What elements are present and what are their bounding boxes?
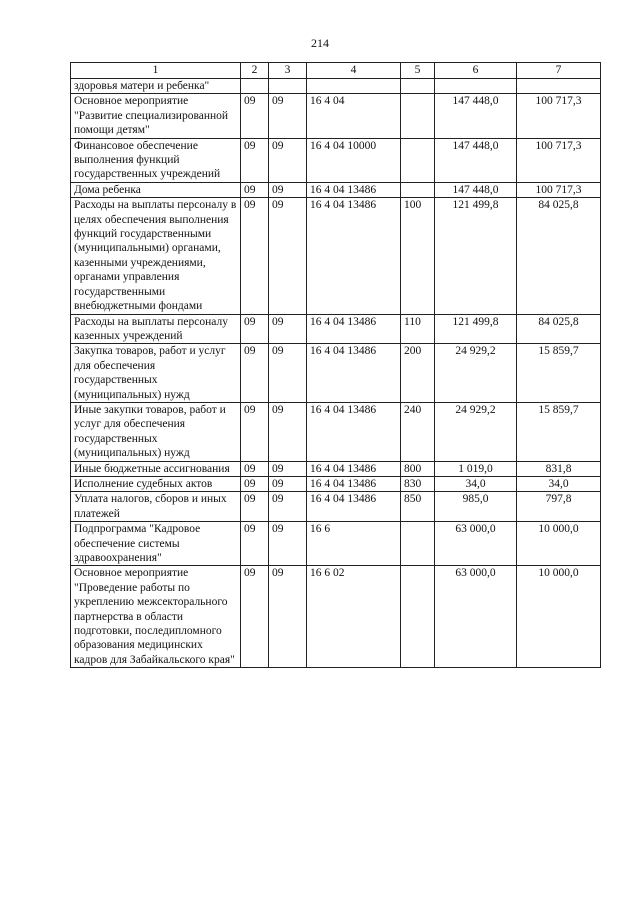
row-section-cell: 09 <box>241 492 269 522</box>
row-expense-type-cell: 100 <box>401 198 435 314</box>
row-subsection-cell: 09 <box>269 314 307 344</box>
row-target-cell: 16 4 04 <box>307 94 401 138</box>
row-subsection-cell <box>269 79 307 94</box>
row-subsection-cell: 09 <box>269 402 307 461</box>
row-section-cell: 09 <box>241 314 269 344</box>
row-expense-type-cell <box>401 79 435 94</box>
row-expense-type-cell <box>401 566 435 668</box>
table-row <box>71 198 601 314</box>
row-section-cell: 09 <box>241 182 269 197</box>
row-subsection-cell: 09 <box>269 182 307 197</box>
row-value-1-cell: 1 019,0 <box>435 461 517 476</box>
row-value-1-cell: 985,0 <box>435 492 517 522</box>
row-value-1-cell: 121 499,8 <box>435 314 517 344</box>
row-subsection-cell: 09 <box>269 566 307 668</box>
row-value-2-cell: 797,8 <box>517 492 601 522</box>
table-row <box>71 94 601 138</box>
row-name-cell: Финансовое обеспечение выполнения функций государственных учреждений <box>71 138 241 182</box>
row-target-cell: 16 6 <box>307 522 401 566</box>
table-row <box>71 138 601 182</box>
row-section-cell: 09 <box>241 402 269 461</box>
row-value-2-cell: 100 717,3 <box>517 182 601 197</box>
row-subsection-cell: 09 <box>269 522 307 566</box>
row-target-cell: 16 4 04 13486 <box>307 344 401 403</box>
row-section-cell: 09 <box>241 138 269 182</box>
row-value-1-cell: 34,0 <box>435 476 517 491</box>
row-value-1-cell: 24 929,2 <box>435 344 517 403</box>
row-value-2-cell: 100 717,3 <box>517 94 601 138</box>
row-subsection-cell: 09 <box>269 138 307 182</box>
row-subsection-cell: 09 <box>269 344 307 403</box>
row-value-1-cell: 63 000,0 <box>435 566 517 668</box>
row-expense-type-cell <box>401 522 435 566</box>
column-header: 2 <box>241 63 269 79</box>
row-target-cell: 16 4 04 10000 <box>307 138 401 182</box>
row-name-cell: Расходы на выплаты персоналу казенных учреждений <box>71 314 241 344</box>
row-name-cell: Закупка товаров, работ и услуг для обеспечения государственных (муниципальных) нужд <box>71 344 241 403</box>
row-expense-type-cell <box>401 182 435 197</box>
row-value-1-cell: 147 448,0 <box>435 138 517 182</box>
row-target-cell: 16 4 04 13486 <box>307 182 401 197</box>
row-value-1-cell: 63 000,0 <box>435 522 517 566</box>
row-target-cell: 16 4 04 13486 <box>307 198 401 314</box>
row-expense-type-cell: 200 <box>401 344 435 403</box>
row-section-cell: 09 <box>241 566 269 668</box>
table-row <box>71 344 601 403</box>
row-expense-type-cell: 110 <box>401 314 435 344</box>
row-expense-type-cell: 240 <box>401 402 435 461</box>
row-subsection-cell: 09 <box>269 94 307 138</box>
table-row <box>71 314 601 344</box>
row-value-1-cell: 24 929,2 <box>435 402 517 461</box>
row-section-cell <box>241 79 269 94</box>
row-section-cell: 09 <box>241 522 269 566</box>
row-section-cell: 09 <box>241 461 269 476</box>
row-expense-type-cell <box>401 138 435 182</box>
row-name-cell: здоровья матери и ребенка" <box>71 79 241 94</box>
row-section-cell: 09 <box>241 198 269 314</box>
row-subsection-cell: 09 <box>269 492 307 522</box>
column-header: 3 <box>269 63 307 79</box>
row-value-2-cell: 100 717,3 <box>517 138 601 182</box>
table-row <box>71 492 601 522</box>
row-expense-type-cell: 850 <box>401 492 435 522</box>
row-name-cell: Дома ребенка <box>71 182 241 197</box>
table-row <box>71 402 601 461</box>
row-expense-type-cell <box>401 94 435 138</box>
row-value-1-cell: 147 448,0 <box>435 182 517 197</box>
column-header: 4 <box>307 63 401 79</box>
row-section-cell: 09 <box>241 344 269 403</box>
row-name-cell: Расходы на выплаты персоналу в целях обеспечения выполнения функций государственными (муниципальными) органами, казенными учреждениями, органами управления государственными внебюджетными фондами <box>71 198 241 314</box>
column-header: 5 <box>401 63 435 79</box>
column-header: 7 <box>517 63 601 79</box>
row-expense-type-cell: 830 <box>401 476 435 491</box>
row-subsection-cell: 09 <box>269 461 307 476</box>
table-row <box>71 79 601 94</box>
row-name-cell: Уплата налогов, сборов и иных платежей <box>71 492 241 522</box>
row-name-cell: Исполнение судебных актов <box>71 476 241 491</box>
row-value-2-cell: 10 000,0 <box>517 522 601 566</box>
table-row <box>71 522 601 566</box>
row-subsection-cell: 09 <box>269 476 307 491</box>
row-value-2-cell: 34,0 <box>517 476 601 491</box>
row-name-cell: Подпрограмма "Кадровое обеспечение системы здравоохранения" <box>71 522 241 566</box>
table-row <box>71 566 601 668</box>
table-header-row <box>71 63 601 79</box>
row-name-cell: Иные бюджетные ассигнования <box>71 461 241 476</box>
row-name-cell: Иные закупки товаров, работ и услуг для обеспечения государственных (муниципальных) нужд <box>71 402 241 461</box>
row-value-2-cell: 15 859,7 <box>517 344 601 403</box>
row-value-2-cell: 15 859,7 <box>517 402 601 461</box>
row-target-cell: 16 4 04 13486 <box>307 476 401 491</box>
row-section-cell: 09 <box>241 94 269 138</box>
row-value-2-cell: 84 025,8 <box>517 314 601 344</box>
row-value-1-cell: 121 499,8 <box>435 198 517 314</box>
row-target-cell: 16 4 04 13486 <box>307 402 401 461</box>
row-value-1-cell <box>435 79 517 94</box>
row-value-2-cell <box>517 79 601 94</box>
table-row <box>71 476 601 491</box>
row-name-cell: Основное мероприятие "Развитие специализированной помощи детям" <box>71 94 241 138</box>
row-section-cell: 09 <box>241 476 269 491</box>
row-subsection-cell: 09 <box>269 198 307 314</box>
budget-table <box>70 62 601 668</box>
row-target-cell <box>307 79 401 94</box>
row-value-1-cell: 147 448,0 <box>435 94 517 138</box>
column-header: 6 <box>435 63 517 79</box>
row-expense-type-cell: 800 <box>401 461 435 476</box>
row-target-cell: 16 4 04 13486 <box>307 314 401 344</box>
row-target-cell: 16 4 04 13486 <box>307 492 401 522</box>
row-target-cell: 16 6 02 <box>307 566 401 668</box>
table-row <box>71 182 601 197</box>
table-row <box>71 461 601 476</box>
page-number: 214 <box>311 36 329 50</box>
row-value-2-cell: 10 000,0 <box>517 566 601 668</box>
column-header: 1 <box>71 63 241 79</box>
row-name-cell: Основное мероприятие "Проведение работы по укреплению межсекторального партнерства в области подготовки, последипломного образования медицинских кадров для Забайкальского края" <box>71 566 241 668</box>
row-target-cell: 16 4 04 13486 <box>307 461 401 476</box>
row-value-2-cell: 831,8 <box>517 461 601 476</box>
row-value-2-cell: 84 025,8 <box>517 198 601 314</box>
